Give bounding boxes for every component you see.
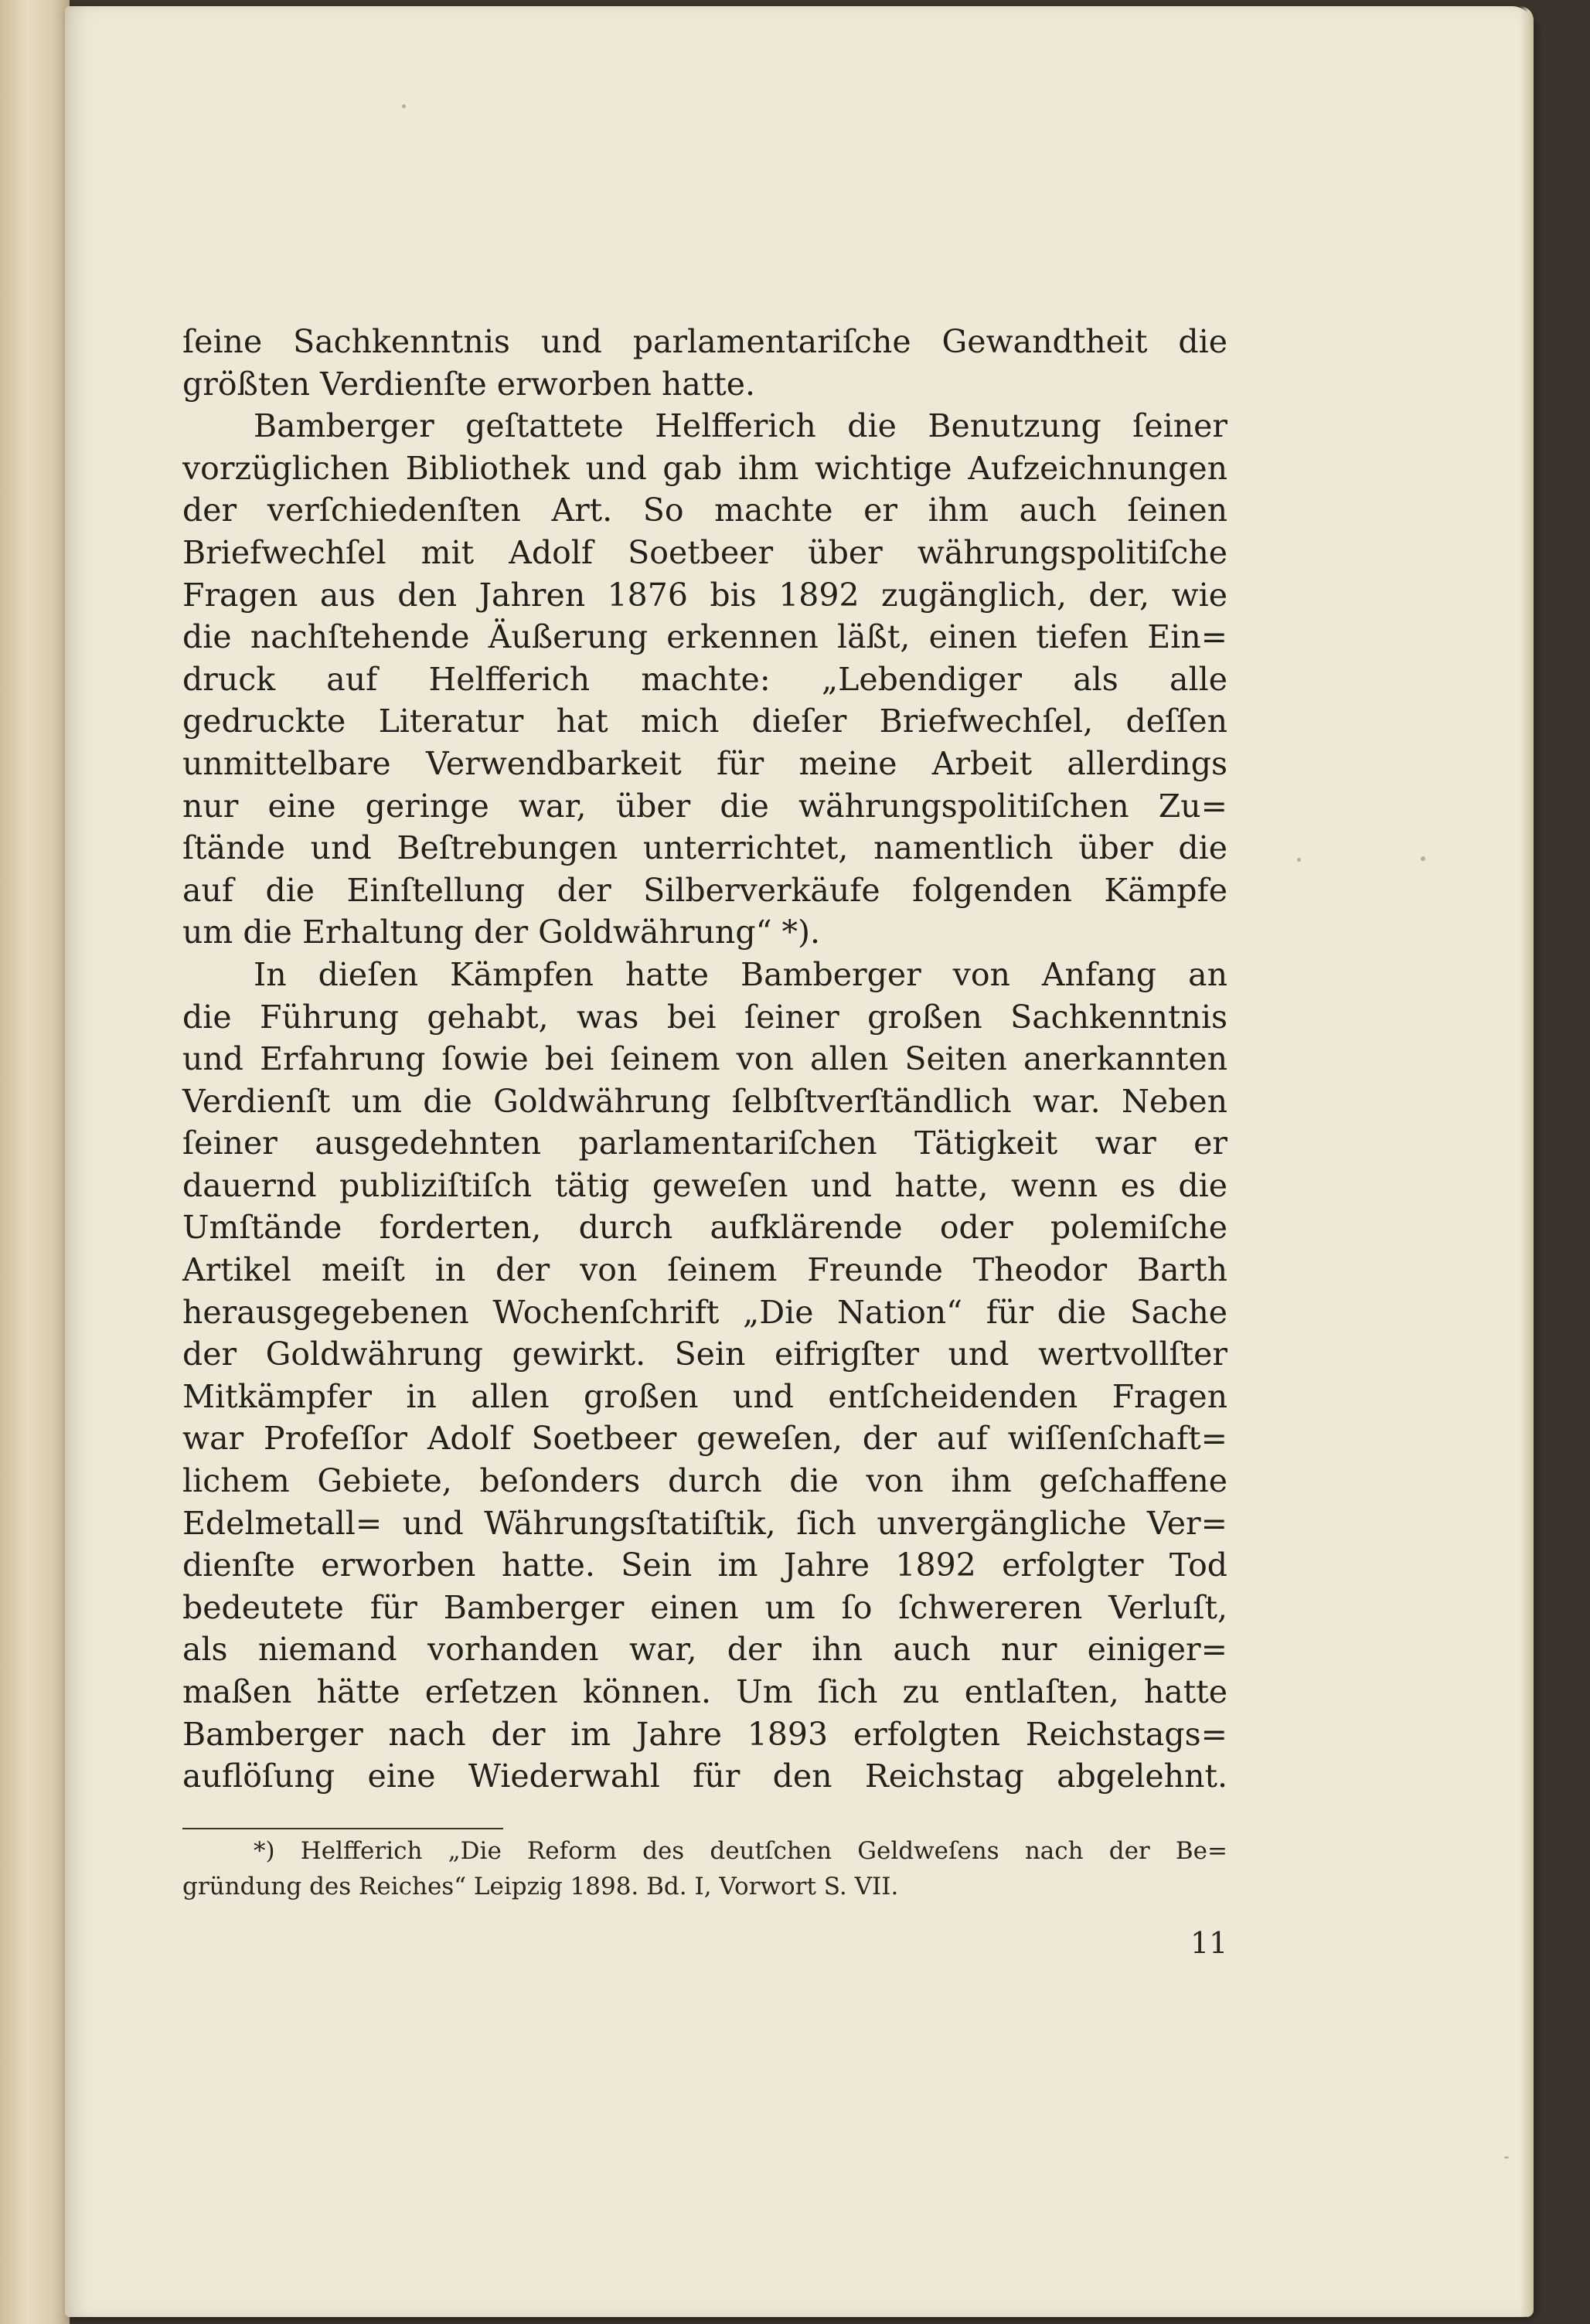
text-line: dauernd publiziſtiſch tätig geweſen und hatte, wenn es die [182, 1166, 1227, 1204]
text-line: die nachſtehende Äußerung erkennen läßt, einen tiefen Ein= [182, 618, 1227, 656]
text-line: Bamberger geſtattete Helfferich die Benutzung ſeiner [254, 407, 1227, 445]
body-text [182, 321, 1227, 1798]
text-line: größten Verdienſte erworben hatte. [182, 365, 756, 403]
text-line: ſeine Sachkenntnis und parlamentariſche Gewandtheit die [182, 323, 1227, 360]
text-line: nur eine geringe war, über die währungspolitiſchen Zu= [182, 787, 1227, 825]
footnote [182, 1833, 1227, 1904]
text-line: dienſte erworben hatte. Sein im Jahre 1892 erfolgter Tod [182, 1546, 1227, 1584]
text-line: lichem Gebiete, beſonders durch die von ihm geſchaffene [182, 1462, 1227, 1500]
text-line: gedruckte Literatur hat mich dieſer Briefwechſel, deſſen [182, 703, 1227, 740]
text-line: um die Erhaltung der Goldwährung“ *). [182, 914, 821, 951]
text-line: und Erfahrung ſowie bei ſeinem von allen Seiten anerkannten [182, 1040, 1227, 1078]
text-line: Verdienſt um die Goldwährung ſelbſtverſtändlich war. Neben [182, 1082, 1227, 1120]
text-line: Mitkämpfer in allen großen und entſcheidenden Fragen [182, 1377, 1227, 1415]
text-line: druck auf Helfferich machte: „Lebendiger als alle [182, 660, 1227, 698]
text-line: der verſchiedenſten Art. So machte er ihm auch ſeinen [182, 492, 1227, 529]
text-line: Artikel meiſt in der von ſeinem Freunde Theodor Barth [182, 1251, 1227, 1289]
text-line: Edelmetall= und Währungsſtatiſtik, ſich unvergängliche Ver= [182, 1504, 1227, 1542]
text-line: auf die Einſtellung der Silberverkäufe folgenden Kämpfe [182, 871, 1227, 909]
page-edge-shadow [1520, 6, 1534, 2317]
page-number: 11 [1190, 1926, 1228, 1960]
text-line: Umſtände forderten, durch aufklärende oder polemiſche [182, 1209, 1227, 1247]
text-line: Briefwechſel mit Adolf Soetbeer über währungspolitiſche [182, 533, 1227, 571]
text-line: der Goldwährung gewirkt. Sein eifrigſter und wertvollſter [182, 1336, 1227, 1373]
text-line: war Profeſſor Adolf Soetbeer geweſen, der auf wiſſenſchaft= [182, 1420, 1227, 1458]
text-line: maßen hätte erſetzen können. Um ſich zu entlaſten, hatte [182, 1673, 1227, 1710]
paper-speck [1504, 2156, 1509, 2159]
text-line: ſeiner ausgedehnten parlamentariſchen Tätigkeit war er [182, 1125, 1227, 1162]
footnote-line: *) Helfferich „Die Reform des deutſchen Geldweſens nach der Be= [254, 1837, 1227, 1865]
text-line: vorzüglichen Bibliothek und gab ihm wichtige Aufzeichnungen [182, 449, 1227, 487]
footnote-separator [182, 1828, 503, 1829]
text-line: Fragen aus den Jahren 1876 bis 1892 zugänglich, der, wie [182, 576, 1227, 614]
text-line: In dieſen Kämpfen hatte Bamberger von Anfang an [254, 955, 1227, 993]
paper-speck [1421, 856, 1425, 861]
text-line: als niemand vorhanden war, der ihn auch nur einiger= [182, 1631, 1227, 1669]
text-line: auflöſung eine Wiederwahl für den Reichstag abgelehnt. [182, 1757, 1227, 1795]
text-line: herausgegebenen Wochenſchrift „Die Nation“ für die Sache [182, 1293, 1227, 1331]
text-line: die Führung gehabt, was bei ſeiner großen Sachkenntnis [182, 998, 1227, 1036]
previous-page-edge [0, 0, 70, 2324]
paper-speck [402, 104, 406, 108]
text-line: bedeutete für Bamberger einen um ſo ſchwereren Verluſt, [182, 1588, 1227, 1626]
footnote-line: gründung des Reiches“ Leipzig 1898. Bd. I, Vorwort S. VII. [182, 1873, 899, 1900]
text-line: ſtände und Beſtrebungen unterrichtet, namentlich über die [182, 829, 1227, 867]
text-line: Bamberger nach der im Jahre 1893 erfolgten Reichstags= [182, 1715, 1227, 1753]
text-line: unmittelbare Verwendbarkeit für meine Arbeit allerdings [182, 744, 1227, 782]
paper-speck [1297, 858, 1301, 862]
